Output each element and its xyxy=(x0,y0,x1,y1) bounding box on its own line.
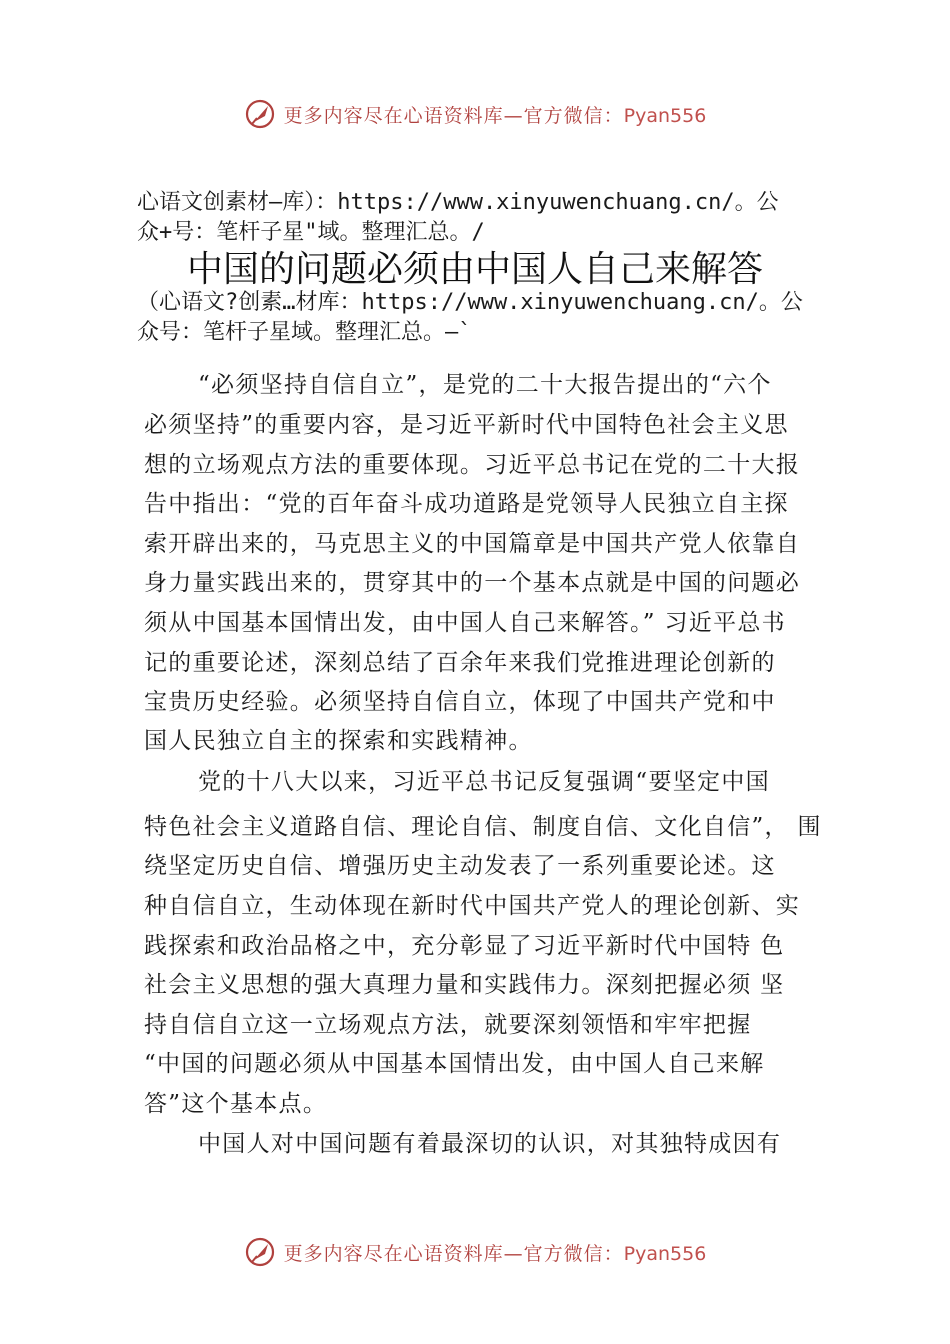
header-banner xyxy=(0,94,950,134)
footer-banner xyxy=(0,1232,950,1272)
body-line: 记的重要论述，深刻总结了百余年来我们党推进理论创新的 xyxy=(144,650,776,676)
body-line: 社会主义思想的强大真理力量和实践伟力。深刻把握必须 坚 xyxy=(144,972,785,998)
document-title: 中国的问题必须由中国人自己来解答 xyxy=(186,249,763,290)
header-banner-label: 更多内容尽在心语资料库—官方微信：Pyan556 xyxy=(283,104,707,127)
body-line: 必须坚持”的重要内容，是习近平新时代中国特色社会主义思 xyxy=(144,412,789,438)
body-line: “必须坚持自信自立”，是党的二十大报告提出的“六个 xyxy=(198,372,772,398)
body-line: 答”这个基本点。 xyxy=(144,1091,328,1117)
body-line: 国人民独立自主的探索和实践精神。 xyxy=(144,728,533,754)
source-note-line: 众号：笔杆子星域。整理汇总。—` xyxy=(137,320,472,345)
body-line: 身力量实践出来的，贯穿其中的一个基本点就是中国的问题必 xyxy=(144,570,801,596)
body-line: 须从中国基本国情出发，由中国人自己来解答。” 习近平总书 xyxy=(144,610,786,636)
body-line: 索开辟出来的，马克思主义的中国篇章是中国共产党人依靠自 xyxy=(144,531,801,557)
body-line: 绕坚定历史自信、增强历史主动发表了一系列重要论述。这 xyxy=(144,853,776,879)
source-note-line: 众+号：笔杆子星"域。整理汇总。/ xyxy=(137,220,485,245)
source-note-line: （心语文?创素…材库：https://www.xinyuwenchuang.cn/。公 xyxy=(137,290,803,315)
quill-logo-icon xyxy=(244,1236,276,1268)
source-note-line: 心语文创素材—库）：https://www.xinyuwenchuang.cn/。公 xyxy=(137,190,779,215)
body-line: 种自信自立，生动体现在新时代中国共产党人的理论创新、实 xyxy=(144,893,801,919)
body-line: 特色社会主义道路自信、理论自信、制度自信、文化自信”， 围 xyxy=(144,814,822,840)
body-line: 践探索和政治品格之中，充分彰显了习近平新时代中国特 色 xyxy=(144,933,785,959)
footer-banner-label: 更多内容尽在心语资料库—官方微信：Pyan556 xyxy=(283,1242,707,1265)
body-line: 告中指出：“党的百年奋斗成功道路是党领导人民独立自主探 xyxy=(144,491,789,517)
body-line: 党的十八大以来，习近平总书记反复强调“要坚定中国 xyxy=(198,769,770,795)
body-line: 宝贵历史经验。必须坚持自信自立，体现了中国共产党和中 xyxy=(144,689,776,715)
body-line: 持自信自立这一立场观点方法，就要深刻领悟和牢牢把握 xyxy=(144,1012,752,1038)
body-line: “中国的问题必须从中国基本国情出发，由中国人自己来解 xyxy=(144,1051,765,1077)
body-line: 中国人对中国问题有着最深切的认识，对其独特成因有 xyxy=(198,1131,782,1157)
body-line: 想的立场观点方法的重要体现。习近平总书记在党的二十大报 xyxy=(144,452,801,478)
quill-logo-icon xyxy=(244,98,276,130)
